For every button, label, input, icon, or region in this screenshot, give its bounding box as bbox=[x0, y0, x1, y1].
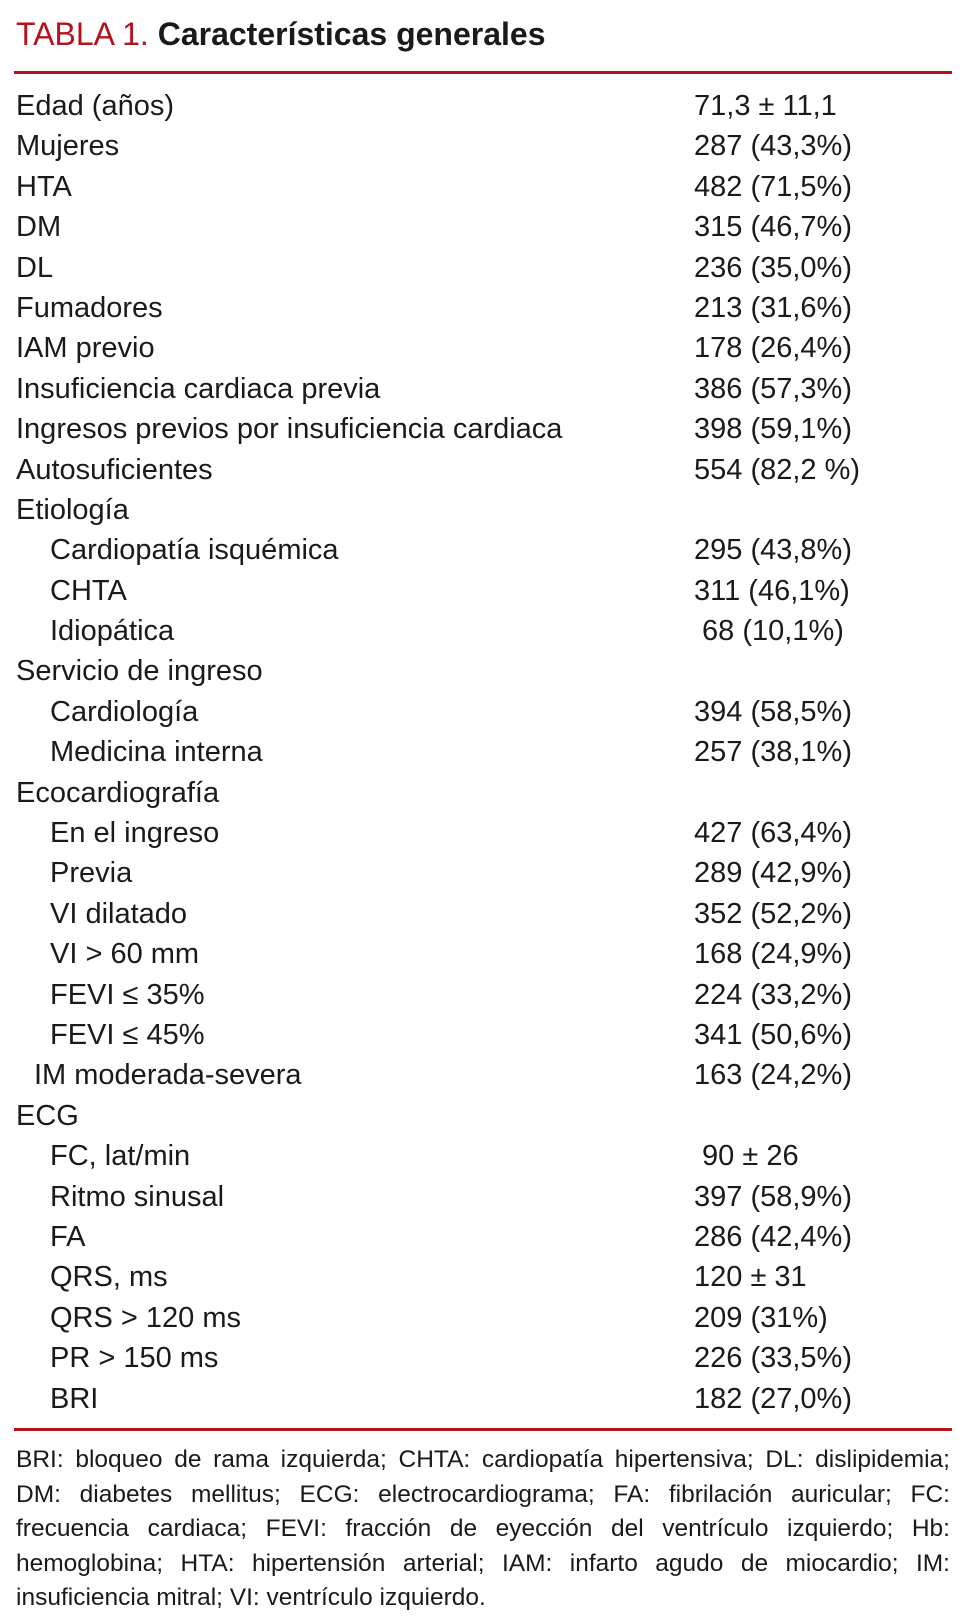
table-row bbox=[0, 409, 969, 449]
table-row bbox=[0, 1055, 969, 1095]
row-label: QRS, ms bbox=[50, 1261, 168, 1294]
row-label: Etiología bbox=[16, 493, 129, 526]
table-row bbox=[0, 86, 969, 126]
row-label: FC, lat/min bbox=[50, 1140, 191, 1173]
row-value: 398 (59,1%) bbox=[694, 413, 852, 446]
row-value: 168 (24,9%) bbox=[694, 938, 852, 971]
table-row bbox=[0, 1338, 969, 1378]
table-row bbox=[0, 611, 969, 651]
row-value: 120 ± 31 bbox=[694, 1261, 807, 1294]
table-row bbox=[0, 1217, 969, 1257]
row-value: 90 ± 26 bbox=[694, 1140, 799, 1173]
row-value: 68 (10,1%) bbox=[694, 615, 844, 648]
row-label: En el ingreso bbox=[50, 817, 220, 850]
row-value: 213 (31,6%) bbox=[694, 291, 852, 324]
row-label: FEVI ≤ 35% bbox=[50, 978, 205, 1011]
row-label: FEVI ≤ 45% bbox=[50, 1018, 205, 1051]
table-section-header bbox=[0, 1096, 969, 1136]
table-row bbox=[0, 853, 969, 893]
row-value: 257 (38,1%) bbox=[694, 736, 852, 769]
row-label: VI dilatado bbox=[50, 897, 188, 930]
row-value: 394 (58,5%) bbox=[694, 695, 852, 728]
row-label: Mujeres bbox=[16, 130, 120, 163]
row-value: 182 (27,0%) bbox=[694, 1382, 852, 1415]
row-value: 287 (43,3%) bbox=[694, 130, 852, 163]
row-value: 295 (43,8%) bbox=[694, 534, 852, 567]
row-label: Edad (años) bbox=[16, 90, 174, 122]
row-value: 482 (71,5%) bbox=[694, 170, 852, 203]
row-value: 352 (52,2%) bbox=[694, 897, 852, 930]
row-value: 289 (42,9%) bbox=[694, 857, 852, 890]
row-label: Fumadores bbox=[16, 291, 163, 324]
table-row bbox=[0, 732, 969, 772]
table-title bbox=[16, 14, 546, 54]
row-value: 386 (57,3%) bbox=[694, 372, 852, 405]
row-label: Previa bbox=[50, 857, 133, 890]
table-section-header bbox=[0, 490, 969, 530]
row-value: 209 (31%) bbox=[694, 1301, 828, 1334]
table-row bbox=[0, 207, 969, 247]
table-row bbox=[0, 126, 969, 166]
row-label: DL bbox=[16, 251, 54, 284]
row-label: Autosuficientes bbox=[16, 453, 213, 486]
row-label: Cardiopatía isquémica bbox=[50, 534, 339, 567]
table-row bbox=[0, 288, 969, 328]
table-row bbox=[0, 1379, 969, 1419]
row-label: CHTA bbox=[50, 574, 127, 607]
table-row bbox=[0, 1177, 969, 1217]
row-value: 554 (82,2 %) bbox=[694, 453, 861, 486]
table-row bbox=[0, 934, 969, 974]
row-value: 315 (46,7%) bbox=[694, 211, 852, 244]
row-label: Idiopática bbox=[50, 615, 175, 648]
table-row bbox=[0, 1298, 969, 1338]
table-row bbox=[0, 167, 969, 207]
table-row bbox=[0, 1257, 969, 1297]
row-label: HTA bbox=[16, 170, 72, 203]
table-row bbox=[0, 1015, 969, 1055]
characteristics-table bbox=[0, 86, 969, 1419]
abbreviations-footnote: BRI: bloqueo de rama izquierda; CHTA: cardiopatía hipertensiva; DL: dislipidemia; DM: diabetes mellitus; ECG: electrocardiograma; FA: fibrilación auricular; FC: frecuencia cardiaca; FEVI: fracción de eyección del ventrículo izquierdo; Hb: hemoglobina; HTA: hipertensión arterial; IAM: infarto agudo de miocardio; IM: insuficiencia mitral; VI: ventrículo izquierdo. bbox=[16, 1446, 950, 1611]
row-value: 311 (46,1%) bbox=[694, 574, 850, 607]
table-row bbox=[0, 894, 969, 934]
table-row bbox=[0, 692, 969, 732]
row-value: 341 (50,6%) bbox=[694, 1018, 852, 1051]
row-label: BRI bbox=[50, 1382, 99, 1415]
row-value: 286 (42,4%) bbox=[694, 1220, 852, 1253]
table-row bbox=[0, 1136, 969, 1176]
table-row bbox=[0, 530, 969, 570]
row-value: 163 (24,2%) bbox=[694, 1059, 852, 1092]
row-value: 178 (26,4%) bbox=[694, 332, 852, 365]
table-section-header bbox=[0, 651, 969, 691]
table-row bbox=[0, 328, 969, 368]
row-value: 236 (35,0%) bbox=[694, 251, 852, 284]
row-label: IAM previo bbox=[16, 332, 155, 365]
bottom-divider bbox=[14, 1428, 952, 1431]
table-row bbox=[0, 975, 969, 1015]
row-label: Medicina interna bbox=[50, 736, 263, 769]
row-label: QRS > 120 ms bbox=[50, 1301, 241, 1334]
row-label: Ingresos previos por insuficiencia cardiaca bbox=[16, 413, 563, 446]
row-label: FA bbox=[50, 1220, 86, 1253]
row-value: 397 (58,9%) bbox=[694, 1180, 852, 1213]
table-number-label: TABLA 1. bbox=[16, 16, 149, 52]
row-value: 226 (33,5%) bbox=[694, 1342, 852, 1375]
table-row bbox=[0, 571, 969, 611]
row-label: ECG bbox=[16, 1099, 79, 1132]
row-label: Cardiología bbox=[50, 695, 199, 728]
table-title-text: Características generales bbox=[157, 16, 546, 52]
row-label: DM bbox=[16, 211, 62, 244]
row-label: PR > 150 ms bbox=[50, 1342, 219, 1375]
row-label: Servicio de ingreso bbox=[16, 655, 263, 688]
table-row bbox=[0, 813, 969, 853]
row-label: Ritmo sinusal bbox=[50, 1180, 225, 1213]
table-section-header bbox=[0, 773, 969, 813]
row-value: 427 (63,4%) bbox=[694, 817, 852, 850]
row-value: 71,3 ± 11,1 bbox=[694, 90, 837, 122]
table-row bbox=[0, 369, 969, 409]
table-row bbox=[0, 450, 969, 490]
row-label: Ecocardiografía bbox=[16, 776, 220, 809]
row-label: VI > 60 mm bbox=[50, 938, 200, 971]
top-divider bbox=[14, 71, 952, 74]
table-row bbox=[0, 248, 969, 288]
row-label: Insuficiencia cardiaca previa bbox=[16, 372, 381, 405]
row-label: IM moderada-severa bbox=[34, 1059, 302, 1092]
row-value: 224 (33,2%) bbox=[694, 978, 852, 1011]
